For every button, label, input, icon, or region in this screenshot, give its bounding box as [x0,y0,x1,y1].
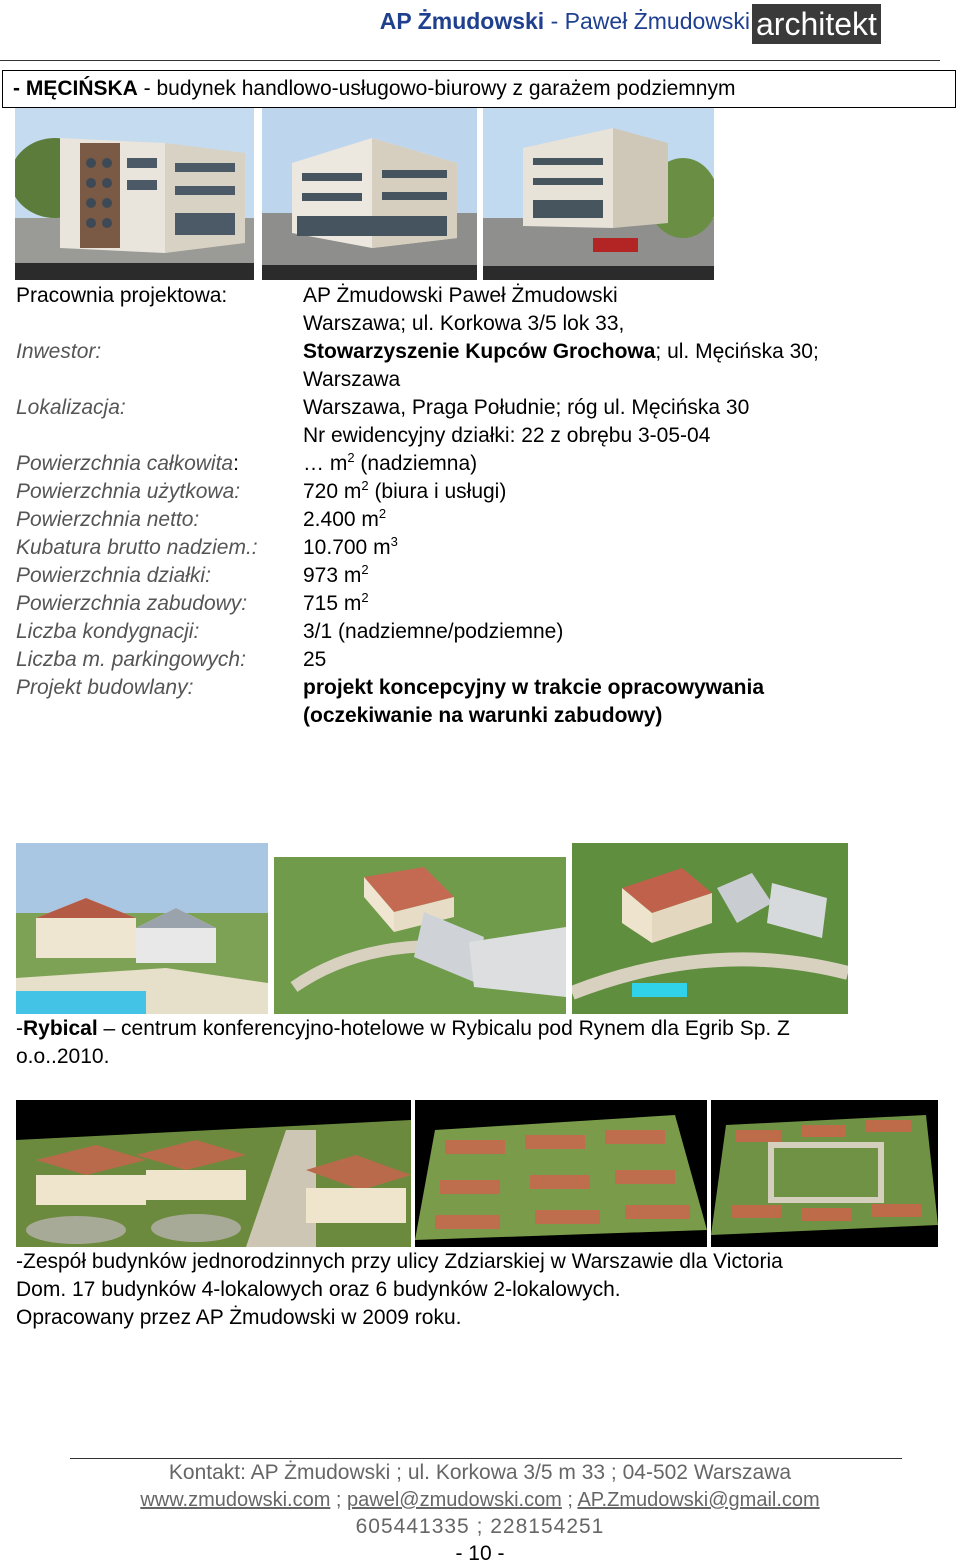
page-number: - 10 - [455,1542,505,1565]
hotel-aerial-2-image [572,843,848,1014]
houses-estate-2-image [711,1100,938,1247]
render-side-image [483,108,714,280]
section-title [13,77,735,101]
pow-dzialki-value [303,562,369,590]
rybical-caption-line1: – centrum konferencyjno-hotelowe w Rybicalu pod Rynem dla Egrib Sp. Z [97,1017,790,1040]
lokalizacja-parcel: Nr ewidencyjny działki: 22 z obrębu 3-05-04 [303,424,711,447]
pow-netto-label: Powierzchnia netto: [16,508,200,531]
pracownia-value: AP Żmudowski Paweł Żmudowski [303,284,618,307]
pow-dzialki-sup: 2 [361,562,369,577]
header-text [380,8,750,35]
projekt-label: Projekt budowlany: [16,676,194,699]
pow-uzytkowa-value [303,478,506,506]
pow-calkowita-number: … m [303,452,348,475]
footer-contact [0,1461,960,1485]
pow-calkowita-value [303,450,477,478]
rybical-caption-line2: o.o..2010. [16,1045,110,1068]
inwestor-name: Stowarzyszenie Kupców Grochowa [303,340,656,363]
zdziarska-caption-line2: Dom. 17 budynków 4-lokalowych oraz 6 budynków 2-lokalowych. [16,1278,621,1301]
pow-netto-value [303,506,386,534]
pow-zabudowy-label: Powierzchnia zabudowy: [16,592,248,615]
pow-netto-number: 2.400 m [303,508,379,531]
pow-uzytkowa-number: 720 m [303,480,362,503]
kubatura-label: Kubatura brutto nadziem.: [16,536,258,559]
inwestor-city: Warszawa [303,368,401,391]
header-rule [0,60,940,61]
footer-rule [70,1458,902,1459]
render-corner-image [262,108,477,280]
inwestor-address: ; ul. Męcińska 30; [655,340,819,363]
pow-uzytkowa-suffix: (biura i usługi) [368,480,507,503]
footer-separator: ; [330,1489,348,1511]
footer-email-link-1[interactable]: pawel@zmudowski.com [347,1489,562,1511]
pow-calkowita-row [16,450,239,478]
houses-estate-image [415,1100,707,1247]
pow-dzialki-number: 973 m [303,564,362,587]
inwestor-value [303,338,819,366]
footer-contact-label: Kontakt: [168,1461,246,1484]
projekt-value: projekt koncepcyjny w trakcie opracowywania [303,676,765,699]
rybical-caption [16,1015,946,1043]
footer-separator-2: ; [561,1489,578,1511]
rybical-caption-bold: Rybical [23,1017,98,1040]
pow-calkowita-label: Powierzchnia całkowita [16,452,234,475]
page-header [0,0,960,60]
lokalizacja-value: Warszawa, Praga Południe; róg ul. Męcińska 30 [303,396,750,419]
kubatura-value [303,534,398,562]
hotel-aerial-image [274,857,566,1014]
render-front-image [15,108,254,280]
pracownia-label: Pracownia projektowa: [16,284,228,307]
pow-uzytkowa-label: Powierzchnia użytkowa: [16,480,241,503]
lokalizacja-label: Lokalizacja: [16,396,126,419]
section-title-bold: - MĘCIŃSKA [13,77,138,100]
parking-value: 25 [303,648,327,671]
footer-email-link-2[interactable]: AP.Zmudowski@gmail.com [577,1489,820,1511]
pow-calkowita-colon: : [233,452,239,475]
header-name: Paweł Żmudowski [564,8,750,34]
kubatura-sup: 3 [390,534,398,549]
footer-website-link[interactable]: www.zmudowski.com [140,1489,331,1511]
pow-calkowita-sup: 2 [347,450,355,465]
rybical-caption-prefix: - [16,1017,23,1040]
footer-links [0,1489,960,1512]
kondygnacje-label: Liczba kondygnacji: [16,620,200,643]
kondygnacje-value: 3/1 (nadziemne/podziemne) [303,620,564,643]
pow-uzytkowa-sup: 2 [361,478,369,493]
header-separator: - [544,8,565,34]
header-brand: AP Żmudowski [379,8,545,34]
inwestor-label: Inwestor: [16,340,102,363]
pow-dzialki-label: Powierzchnia działki: [16,564,211,587]
zdziarska-caption-line3: Opracowany przez AP Żmudowski w 2009 roku. [16,1306,462,1329]
pow-netto-sup: 2 [378,506,387,521]
pracownia-address: Warszawa; ul. Korkowa 3/5 lok 33, [303,312,625,335]
zdziarska-caption-line1: -Zespół budynków jednorodzinnych przy ulicy Zdziarskiej w Warszawie dla Victoria [16,1250,783,1273]
footer-phones: 605441335 ; 228154251 [355,1515,605,1538]
hotel-pool-image [16,843,268,1014]
pow-zabudowy-sup: 2 [361,590,369,605]
section-title-box [2,70,956,108]
projekt-note: (oczekiwanie na warunki zabudowy) [303,704,663,727]
pow-zabudowy-value [303,590,369,618]
section-title-rest: - budynek handlowo-usługowo-biurowy z garażem podziemnym [137,77,736,100]
footer-contact-address: AP Żmudowski ; ul. Korkowa 3/5 m 33 ; 04-502 Warszawa [245,1461,792,1484]
parking-label: Liczba m. parkingowych: [16,648,246,671]
pow-zabudowy-number: 715 m [303,592,362,615]
header-role-badge: architekt [752,4,881,44]
kubatura-number: 10.700 m [303,536,391,559]
pow-calkowita-suffix: (nadziemna) [354,452,478,475]
houses-street-image [16,1100,411,1247]
